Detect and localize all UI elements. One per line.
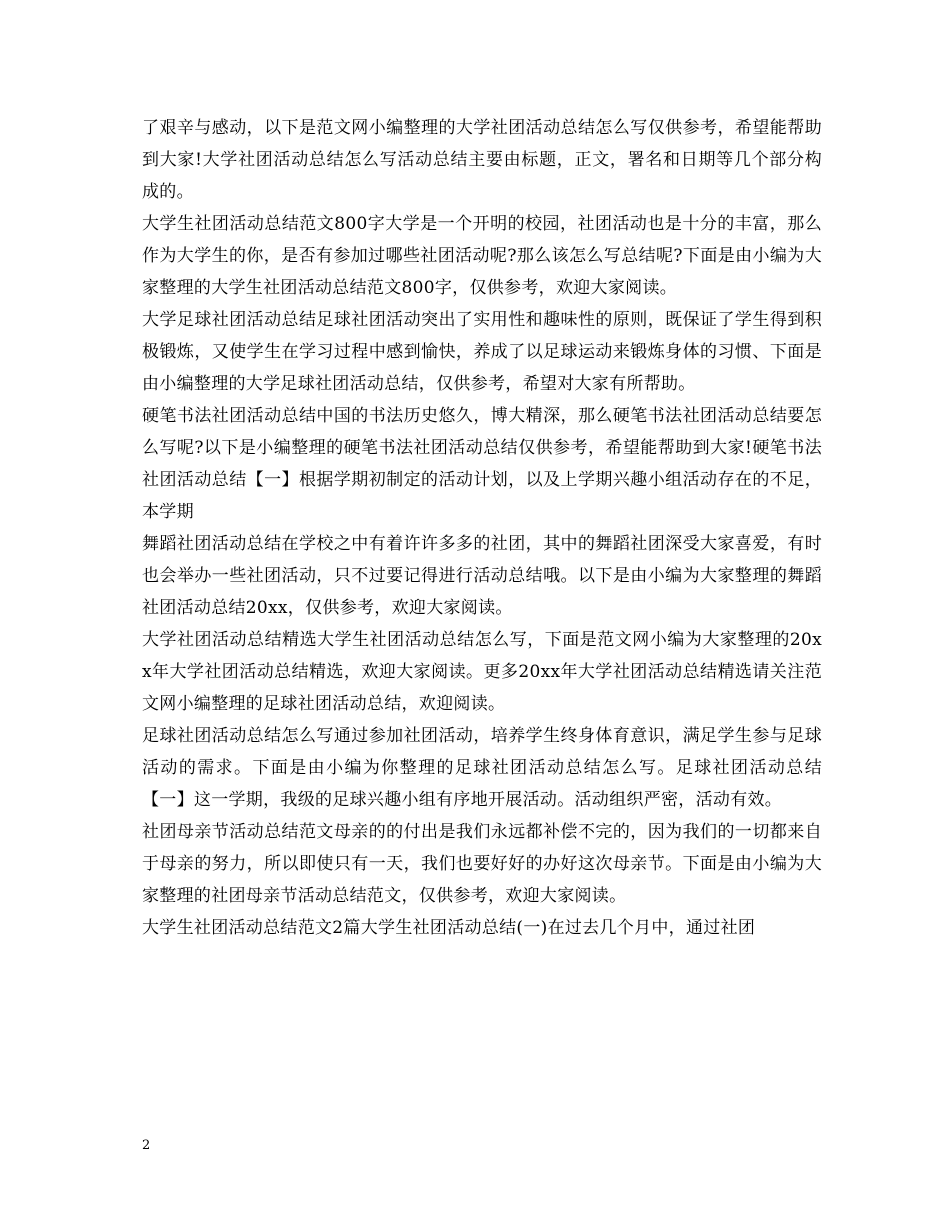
paragraph-8: 社团母亲节活动总结范文母亲的的付出是我们永远都补偿不完的，因为我们的一切都来自于母亲的努力，所以即使只有一天，我们也要好好的办好这次母亲节。下面是由小编为大家整理的社团母亲节活动总结范文，仅供参考，欢迎大家阅读。: [142, 822, 822, 906]
paragraph-3: 大学足球社团活动总结足球社团活动突出了实用性和趣味性的原则，既保证了学生得到积极锻炼，又使学生在学习过程中感到愉快，养成了以足球运动来锻炼身体的习惯、下面是由小编整理的大学足球社团活动总结，仅供参考，希望对大家有所帮助。: [142, 310, 822, 394]
paragraph-6: 大学社团活动总结精选大学生社团活动总结怎么写，下面是范文网小编为大家整理的20xx年大学社团活动总结精选，欢迎大家阅读。更多20xx年大学社团活动总结精选请关注范文网小编整理的足球社团活动总结，欢迎阅读。: [142, 630, 822, 714]
paragraph-5: 舞蹈社团活动总结在学校之中有着许许多多的社团，其中的舞蹈社团深受大家喜爱，有时也会举办一些社团活动，只不过要记得进行活动总结哦。以下是由小编为大家整理的舞蹈社团活动总结20xx，仅供参考，欢迎大家阅读。: [142, 534, 822, 618]
page-number: 2: [142, 1138, 151, 1153]
paragraph-9: 大学生社团活动总结范文2篇大学生社团活动总结(一)在过去几个月中，通过社团: [142, 918, 756, 938]
paragraph-4: 硬笔书法社团活动总结中国的书法历史悠久，博大精深，那么硬笔书法社团活动总结要怎么写呢?以下是小编整理的硬笔书法社团活动总结仅供参考，希望能帮助到大家!硬笔书法社团活动总结【一】根据学期初制定的活动计划，以及上学期兴趣小组活动存在的不足，本学期: [142, 406, 822, 522]
paragraph-2: 大学生社团活动总结范文800字大学是一个开明的校园，社团活动也是十分的丰富，那么作为大学生的你，是否有参加过哪些社团活动呢?那么该怎么写总结呢?下面是由小编为大家整理的大学生社团活动总结范文800字，仅供参考，欢迎大家阅读。: [142, 214, 822, 298]
paragraph-7: 足球社团活动总结怎么写通过参加社团活动，培养学生终身体育意识，满足学生参与足球活动的需求。下面是由小编为你整理的足球社团活动总结怎么写。足球社团活动总结【一】这一学期，我级的足球兴趣小组有序地开展活动。活动组织严密，活动有效。: [142, 726, 822, 810]
paragraph-1: 了艰辛与感动，以下是范文网小编整理的大学社团活动总结怎么写仅供参考，希望能帮助到大家!大学社团活动总结怎么写活动总结主要由标题，正文，署名和日期等几个部分构成的。: [142, 118, 822, 202]
document-body: [142, 112, 822, 944]
